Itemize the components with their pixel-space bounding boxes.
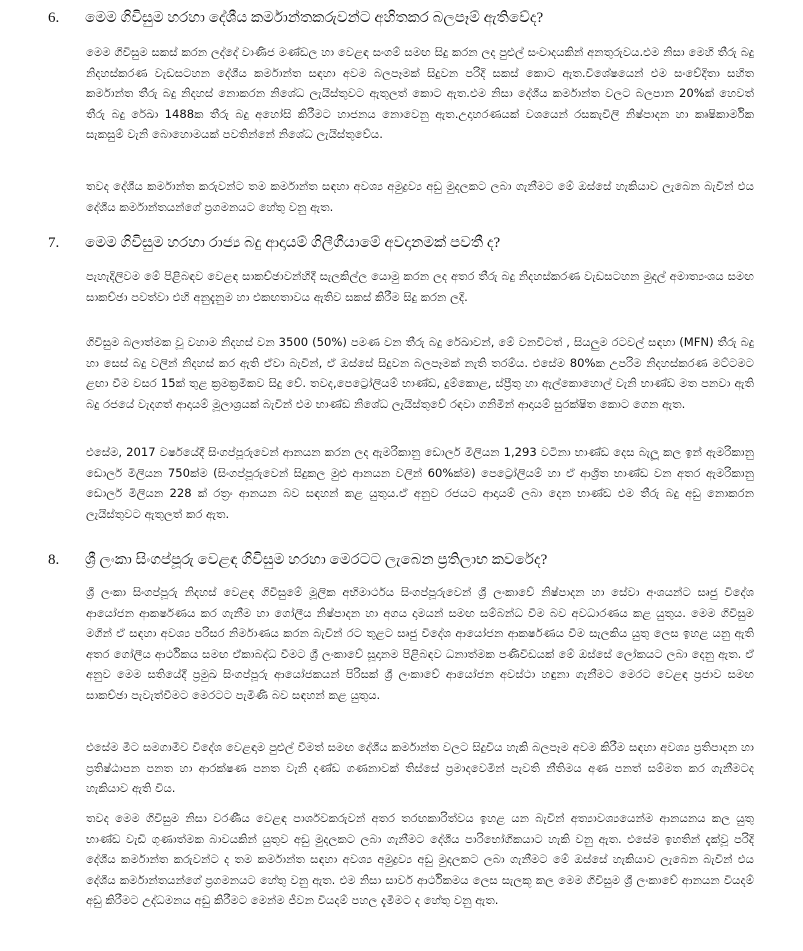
paragraph: ශ්‍රී ලංකා සිංගප්පූරු නිදහස් වෙළඳ ගිවිසුමේ මූලික අභිමාර්ථය සිංගප්පූරුවෙන් ශ්‍රී ලංකාවේ නිෂ්පාදන හා සේවා අංශයන්ට සෘජු විදේශ ආයෝජන ආකර්ෂණය කර ගැනීම හා ගෝලීය නිෂ්පාදන හා අගය දාමයන් සමඟ සම්බන්ධ වීම බව අවධාරණය කළ යුතුය. මෙම ගිවිසුම මගින් ඒ සඳහා අවශ්‍ය පරිසර නිර්මාණය කරන බැවින් රට තුළට සෘජු විදේශ ආයෝජන ආකර්ෂණය වීම සැලකිය යුතු ලෙස ඉහළ යනු ඇති අතර ගෝලීය ආර්ථිකය සමඟ ඒකාබද්ධ වීමට ශ්‍රී ලංකාවේ සූදානම පිළිබඳව ධනාත්මක පණිවිඩයක් මේ ඔස්සේ ලෝකයට ලබා දෙනු ඇත. ඒ අනුව මෙම සතියේදී ප්‍රමුඛ සිංගප්පූරු ආයෝජකයන් පිරිසක් ශ්‍රී ලංකාවේ ආයෝජන අවස්ථා හඳුනා ගැනීමට මෙරට වෙළඳ ප්‍රජාව සමඟ සාකච්ඡා පැවැත්වීමට මෙරටට පැමිණි බව සඳහන් කළ යුතුය. (86, 585, 754, 702)
question-text: මෙම ගිවිසුම හරහා දේශීය කර්මාන්තකරුවන්ට අහිතකර බලපෑම් ඇතිවේද? (85, 10, 544, 26)
question-number: 7. (48, 235, 60, 251)
question-text: මෙම ගිවිසුම හරහා රාජ්‍ය බදු ආදායම් ගිලීගීයාමේ අවදානමක් පවතී ද? (85, 235, 501, 251)
question-7-heading (48, 234, 500, 252)
paragraph: තවද මෙම ගිවිසුම නිසා වරණීය වෙළඳ පාර්ශවකරුවන් අතර තරඟකාරිත්වය ඉහළ යන බැවින් අත්‍යාවශ්‍යයෙන්ම ආනයනය කල යුතු භාණ්ඩ වැඩි ගුණාත්මක බාවයකින් යුතුව අඩු මුදලකට ලබා ගැනීමට දේශීය පාරිභෝගිකයාට හැකි වනු ඇත. එසේම ඉහතින් දැක්වූ පරිදි දේශීය කර්මාන්ත කරුවන්ට ද තම කර්මාන්ත සඳහා අවශ්‍ය අමුද්‍රව්‍ය අඩු මුදලකට ලබා ගැනීමට මේ ඔස්සේ හැකියාව ලැබෙන බැවින් එය දේශීය කර්මාන්තයන්ගේ ප්‍රගමනයට හේතු වනු ඇත. එම නිසා සාර්ව ආර්ථිකමය ලෙස සැලකූ කල මෙම ගිවිසුම ශ්‍රී ලංකාවේ ආනයන වියදම් අඩු කිරීමට උද්ධමනය අඩු කිරීමට මෙන්ම ජීවන වියදම් පහල දැමීමට ද හේතු වනු ඇත. (86, 811, 754, 907)
question-number: 8. (48, 552, 60, 568)
question-number: 6. (48, 10, 60, 26)
paragraph: මෙම ගිවිසුම සකස් කරන ලද්දේ වාණිජ මණ්ඩල හා වෙළඳ සංගම් සමඟ සිදු කරන ලද පුළුල් සංවාදයකින් අනතුරුවය.එම නිසා මෙහි තීරු බදු නිදහස්කරණ වැඩසටහන දේශීය කර්මාන්ත සඳහා අවම බලපෑමක් සිදුවන පරිදි සකස් කොට ඇත.විශේෂයෙන් එම සංවේදිතා සහිත කර්මාන්ත තීරු බදු නිදහස් නොකරන නිශේධ ලැයිස්තුවට ඇතුලත් කොට ඇත.එම නිසා දේශීය කර්මාන්ත වලට බලපාන 20%ක් හෙවත් තීරු බදු රේඛා 1488ක තීරු බදු අහෝසි කිරීමට හාජනය නොවෙනු ඇත.උදාහරණයක් වශයෙන් රසකැවිලි නිෂ්පාදන හා කෘෂිකාර්මික සැකසුම් වැනි බොහොමයක් පවතින්නේ නිශේධ ලැයිස්තුවේය. (86, 45, 754, 141)
paragraph: එසේම මීට සමගාමීව විදේශ වෙළඳාම පුළුල් වීමත් සමඟ දේශීය කර්මාන්ත වලට සිදුවිය හැකි බලපෑම අවම කිරීම සඳහා අවශ්‍ය ප්‍රතිපාදන හා ප්‍රතිෂ්ඨාපන පනත හා ආරක්ෂණ පනත වැනි දණ්ඩ ගණනාවක් තිස්සේ ප්‍රමාදවෙමින් පැවති නීතිමය අණ පනත් සම්මත කර ගැනීමටද හැකියාව ඇති විය. (86, 740, 754, 795)
question-text: ශ්‍රී ලංකා සිංගප්පූරු වෙළඳ ගිවිසුම හරහා මෙරටට ලැබෙන ප්‍රතිලාභ කවරේද? (85, 552, 548, 568)
paragraph: පැහැදිලිවම මේ පිළිබඳව වෙළඳ සාකච්ඡාවන්හිදී සැලකිල්ල යොමු කරන ලද අතර තීරු බදු නිදහස්කරණ වැඩසටහන මුදල් අමාත්‍යංශය සමඟ සාකච්ඡා පවත්වා එහි අනුදැනුම හා එකඟතාවය ඇතිව සකස් කිරීම සිදු කරන ලදි. (86, 269, 754, 304)
question-8-heading (48, 551, 547, 569)
paragraph: ගිවිසුම බලාත්මක වූ වහාම නිදහස් වන 3500 (50%) පමණ වන තීරු බදු රේඛාවන්, මේ වනවිටත් , සියලුම රටවල් සඳහා (MFN) තීරු බදු හා සෙස් බදු වලින් නිදහස් කර ඇති ඒවා බැවින්, ඒ ඔස්සේ සිදුවන බලපෑමක් නැති තරම්ය. එසේම 80%ක උපරිම නිදහස්කරණ මට්ටමට ළඟා වීම වසර 15ක් තුළ ක්‍රමක්‍රමිකව සිදු වේ. තවද,පෙට්‍රෝලියම් භාණ්ඩ, දුම්කොළ, ස්ප්‍රීතු හා ඇල්කොහොල් වැනි භාණ්ඩ මත පනවා ඇති බදු රජයේ වැදගත් ආදායම් මූලාශ්‍රයක් බැවින් එම භාණ්ඩ නිශේධ ලැයිස්තුවේ රඳවා ගනිමින් ආදායම් සුරක්ෂිත කොට ගෙන ඇත. (86, 335, 754, 411)
question-6-heading (48, 9, 543, 27)
paragraph: එසේම, 2017 වර්ෂයේදී සිංගප්පූරුවෙන් ආනයන කරන ලද ඇමරිකානු ඩොලර් මිලියන 1,293 වටිනා භාණ්ඩ දෙස බැලූ කල ඉන් ඇමරිකානු ඩොලර් මිලියන 750ක්ම (සිංගප්පූරුවෙන් සිදුකල මුළු ආනයන වලින් 60%ක්ම) පෙට්‍රෝලියම් හා ඒ ආශ්‍රිත භාණ්ඩ වන අතර ඇමරිකානු ඩොලර් මිලියන 228 ක් රත්‍රං ආනයන බව සඳහන් කළ යුතුය.ඒ අනුව රජයට ආදායම් ලබා දෙන භාණ්ඩ එම තීරු බදු අඩු නොකරන ලැයිස්තුවට ඇතුලත් කර ඇත. (86, 445, 754, 521)
paragraph: තවද දේශීය කර්මාන්ත කරුවන්ට තම කර්මාන්ත සඳහා අවශ්‍ය අමුද්‍රව්‍ය අඩු මුදලකට ලබා ගැනීමට මේ ඔස්සේ හැකියාව ලැබෙන බැවින් එය දේශීය කර්මාන්තයන්ගේ ප්‍රගමනයට හේතු වනු ඇත. (86, 179, 754, 214)
